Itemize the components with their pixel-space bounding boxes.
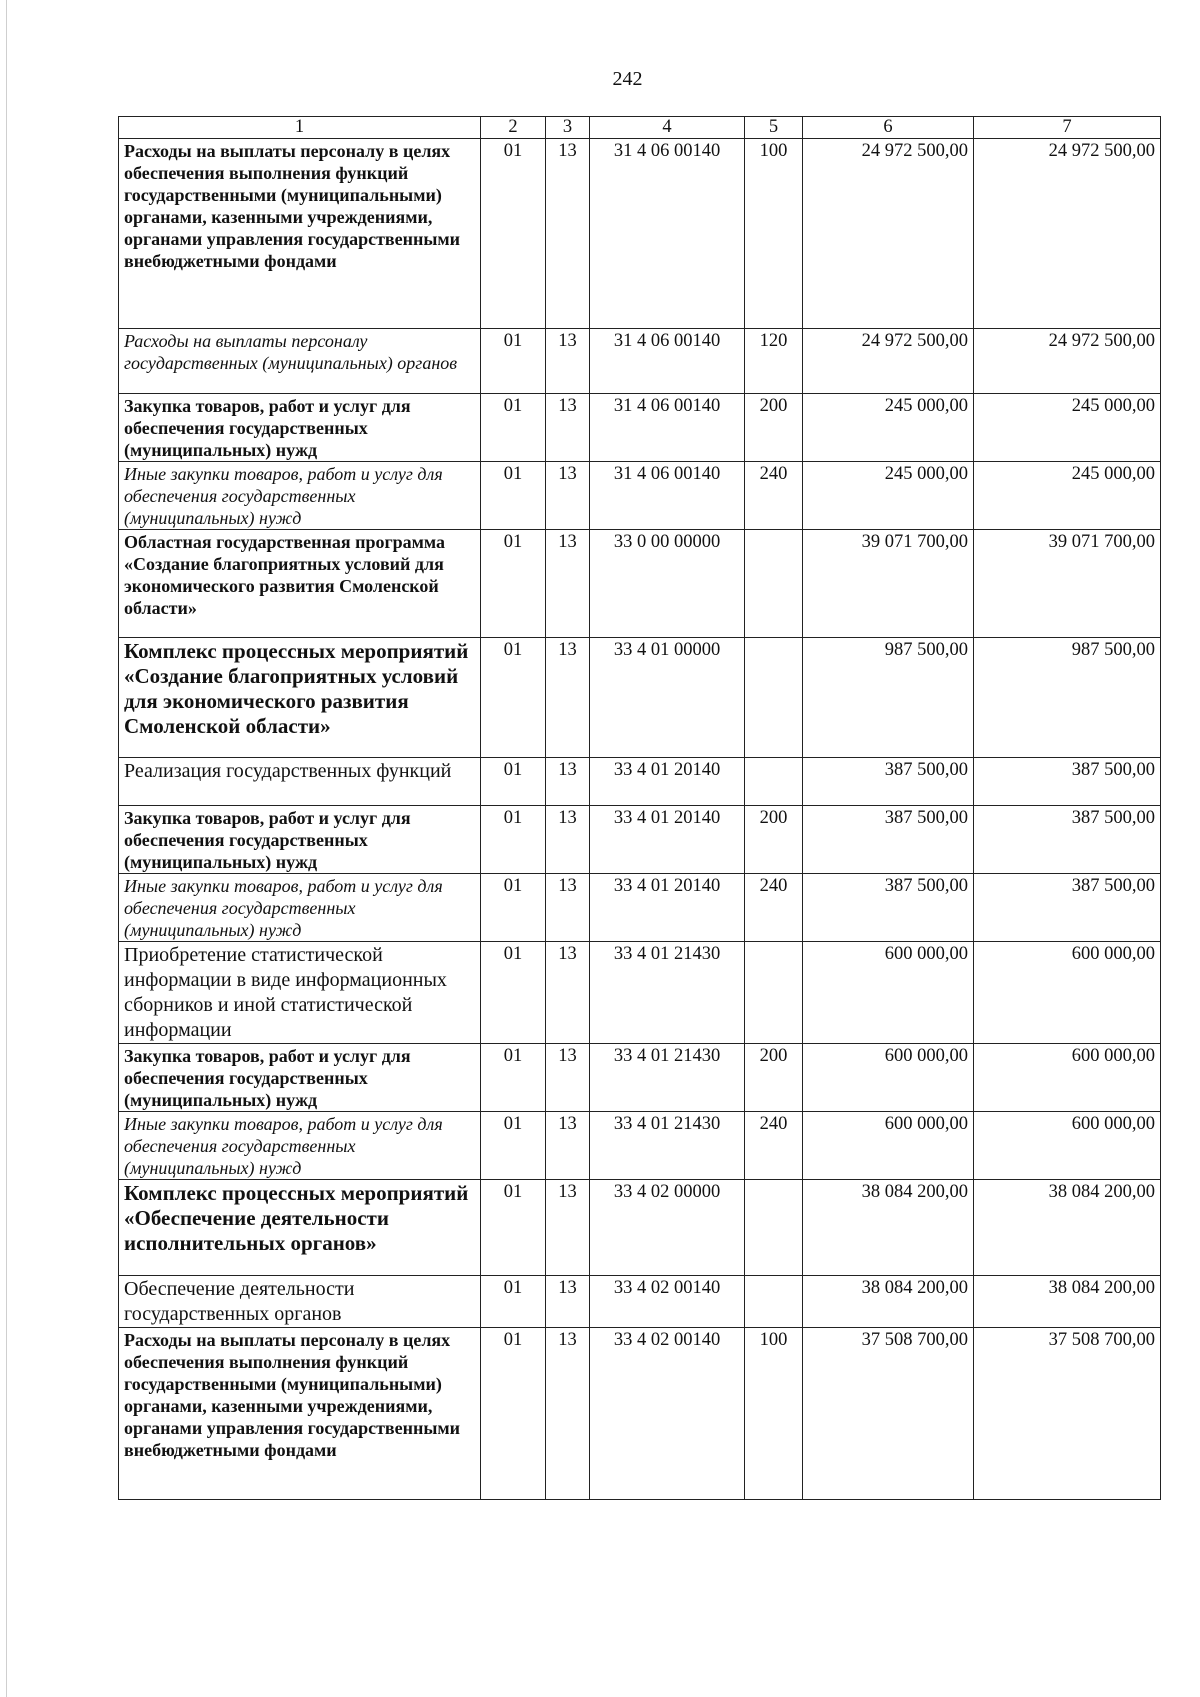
row-amount-cell: 245 000,00 xyxy=(803,394,974,462)
table-row xyxy=(119,1328,1161,1500)
row-section-cell: 01 xyxy=(481,1112,546,1180)
row-target-article-cell: 33 4 01 20140 xyxy=(590,874,745,942)
row-name-cell: Закупка товаров, работ и услуг для обеспечения государственных (муниципальных) нужд xyxy=(119,806,481,874)
row-amount-total-cell: 39 071 700,00 xyxy=(974,530,1161,638)
row-expense-type-cell: 200 xyxy=(745,806,803,874)
row-subsection-cell: 13 xyxy=(546,462,590,530)
row-target-article-cell: 33 0 00 00000 xyxy=(590,530,745,638)
row-expense-type-cell: 240 xyxy=(745,462,803,530)
row-target-article-cell: 33 4 01 20140 xyxy=(590,758,745,806)
table-row xyxy=(119,530,1161,638)
table-row xyxy=(119,806,1161,874)
row-expense-type-cell: 200 xyxy=(745,1044,803,1112)
row-section-cell: 01 xyxy=(481,139,546,329)
row-name-cell: Закупка товаров, работ и услуг для обеспечения государственных (муниципальных) нужд xyxy=(119,1044,481,1112)
header-col-2: 2 xyxy=(481,117,546,139)
row-name-cell: Приобретение статистической информации в виде информационных сборников и иной статистической информации xyxy=(119,942,481,1044)
row-section-cell: 01 xyxy=(481,942,546,1044)
row-amount-cell: 24 972 500,00 xyxy=(803,139,974,329)
row-target-article-cell: 31 4 06 00140 xyxy=(590,139,745,329)
row-amount-cell: 24 972 500,00 xyxy=(803,329,974,394)
row-expense-type-cell: 100 xyxy=(745,139,803,329)
table-row xyxy=(119,394,1161,462)
row-subsection-cell: 13 xyxy=(546,806,590,874)
table-body xyxy=(119,139,1161,1500)
row-section-cell: 01 xyxy=(481,806,546,874)
row-section-cell: 01 xyxy=(481,1276,546,1328)
row-name-cell: Иные закупки товаров, работ и услуг для обеспечения государственных (муниципальных) нужд xyxy=(119,462,481,530)
row-amount-total-cell: 600 000,00 xyxy=(974,1112,1161,1180)
row-name-cell: Обеспечение деятельности государственных органов xyxy=(119,1276,481,1328)
table-row xyxy=(119,758,1161,806)
row-amount-cell: 600 000,00 xyxy=(803,1044,974,1112)
table-row xyxy=(119,1276,1161,1328)
table-row xyxy=(119,329,1161,394)
row-subsection-cell: 13 xyxy=(546,1044,590,1112)
table-row xyxy=(119,874,1161,942)
row-name-cell: Иные закупки товаров, работ и услуг для обеспечения государственных (муниципальных) нужд xyxy=(119,1112,481,1180)
row-target-article-cell: 33 4 01 00000 xyxy=(590,638,745,758)
table-row xyxy=(119,942,1161,1044)
row-amount-cell: 38 084 200,00 xyxy=(803,1276,974,1328)
row-amount-total-cell: 387 500,00 xyxy=(974,758,1161,806)
row-subsection-cell: 13 xyxy=(546,1180,590,1276)
row-amount-total-cell: 600 000,00 xyxy=(974,1044,1161,1112)
row-amount-cell: 387 500,00 xyxy=(803,758,974,806)
row-section-cell: 01 xyxy=(481,530,546,638)
row-amount-total-cell: 38 084 200,00 xyxy=(974,1276,1161,1328)
row-subsection-cell: 13 xyxy=(546,329,590,394)
row-target-article-cell: 33 4 01 21430 xyxy=(590,942,745,1044)
row-subsection-cell: 13 xyxy=(546,139,590,329)
row-expense-type-cell xyxy=(745,758,803,806)
row-expense-type-cell: 100 xyxy=(745,1328,803,1500)
row-expense-type-cell: 120 xyxy=(745,329,803,394)
row-amount-cell: 387 500,00 xyxy=(803,806,974,874)
row-section-cell: 01 xyxy=(481,758,546,806)
row-amount-cell: 987 500,00 xyxy=(803,638,974,758)
row-section-cell: 01 xyxy=(481,1044,546,1112)
row-expense-type-cell xyxy=(745,1276,803,1328)
row-expense-type-cell: 240 xyxy=(745,874,803,942)
header-col-6: 6 xyxy=(803,117,974,139)
row-amount-total-cell: 387 500,00 xyxy=(974,806,1161,874)
row-name-cell: Закупка товаров, работ и услуг для обеспечения государственных (муниципальных) нужд xyxy=(119,394,481,462)
row-name-cell: Областная государственная программа «Создание благоприятных условий для экономического развития Смоленской области» xyxy=(119,530,481,638)
scan-edge-line xyxy=(6,0,7,1697)
row-expense-type-cell: 200 xyxy=(745,394,803,462)
row-section-cell: 01 xyxy=(481,1328,546,1500)
row-amount-cell: 600 000,00 xyxy=(803,942,974,1044)
table-row xyxy=(119,462,1161,530)
row-section-cell: 01 xyxy=(481,462,546,530)
row-expense-type-cell xyxy=(745,1180,803,1276)
row-target-article-cell: 33 4 02 00140 xyxy=(590,1328,745,1500)
row-expense-type-cell xyxy=(745,942,803,1044)
page-number: 242 xyxy=(612,68,643,90)
row-amount-total-cell: 387 500,00 xyxy=(974,874,1161,942)
row-amount-total-cell: 987 500,00 xyxy=(974,638,1161,758)
row-subsection-cell: 13 xyxy=(546,530,590,638)
row-target-article-cell: 31 4 06 00140 xyxy=(590,329,745,394)
row-target-article-cell: 33 4 02 00140 xyxy=(590,1276,745,1328)
row-target-article-cell: 33 4 01 21430 xyxy=(590,1112,745,1180)
row-section-cell: 01 xyxy=(481,394,546,462)
row-subsection-cell: 13 xyxy=(546,1276,590,1328)
row-subsection-cell: 13 xyxy=(546,1112,590,1180)
row-amount-total-cell: 600 000,00 xyxy=(974,942,1161,1044)
row-expense-type-cell xyxy=(745,638,803,758)
row-section-cell: 01 xyxy=(481,1180,546,1276)
table-header-row xyxy=(119,117,1161,139)
row-target-article-cell: 31 4 06 00140 xyxy=(590,394,745,462)
row-section-cell: 01 xyxy=(481,329,546,394)
row-name-cell: Расходы на выплаты персоналу в целях обеспечения выполнения функций государственными (муниципальными) органами, казенными учреждениями, органами управления государственными внебюджетными фондами xyxy=(119,1328,481,1500)
table-row xyxy=(119,1112,1161,1180)
row-name-cell: Комплекс процессных мероприятий «Создание благоприятных условий для экономического развития Смоленской области» xyxy=(119,638,481,758)
header-col-5: 5 xyxy=(745,117,803,139)
table-row xyxy=(119,1180,1161,1276)
row-amount-total-cell: 24 972 500,00 xyxy=(974,139,1161,329)
row-subsection-cell: 13 xyxy=(546,758,590,806)
row-name-cell: Расходы на выплаты персоналу в целях обеспечения выполнения функций государственными (муниципальными) органами, казенными учреждениями, органами управления государственными внебюджетными фондами xyxy=(119,139,481,329)
row-subsection-cell: 13 xyxy=(546,1328,590,1500)
row-name-cell: Расходы на выплаты персоналу государственных (муниципальных) органов xyxy=(119,329,481,394)
table-row xyxy=(119,638,1161,758)
row-amount-total-cell: 245 000,00 xyxy=(974,462,1161,530)
row-name-cell: Иные закупки товаров, работ и услуг для обеспечения государственных (муниципальных) нужд xyxy=(119,874,481,942)
row-amount-cell: 39 071 700,00 xyxy=(803,530,974,638)
row-amount-cell: 245 000,00 xyxy=(803,462,974,530)
row-amount-cell: 600 000,00 xyxy=(803,1112,974,1180)
table-row xyxy=(119,139,1161,329)
row-subsection-cell: 13 xyxy=(546,638,590,758)
header-col-7: 7 xyxy=(974,117,1161,139)
row-expense-type-cell xyxy=(745,530,803,638)
row-amount-total-cell: 24 972 500,00 xyxy=(974,329,1161,394)
row-subsection-cell: 13 xyxy=(546,394,590,462)
row-target-article-cell: 31 4 06 00140 xyxy=(590,462,745,530)
header-col-3: 3 xyxy=(546,117,590,139)
row-amount-total-cell: 245 000,00 xyxy=(974,394,1161,462)
row-amount-cell: 38 084 200,00 xyxy=(803,1180,974,1276)
header-col-1: 1 xyxy=(119,117,481,139)
row-amount-total-cell: 38 084 200,00 xyxy=(974,1180,1161,1276)
row-target-article-cell: 33 4 02 00000 xyxy=(590,1180,745,1276)
row-subsection-cell: 13 xyxy=(546,874,590,942)
row-expense-type-cell: 240 xyxy=(745,1112,803,1180)
row-amount-cell: 387 500,00 xyxy=(803,874,974,942)
row-subsection-cell: 13 xyxy=(546,942,590,1044)
row-amount-total-cell: 37 508 700,00 xyxy=(974,1328,1161,1500)
header-col-4: 4 xyxy=(590,117,745,139)
row-target-article-cell: 33 4 01 21430 xyxy=(590,1044,745,1112)
budget-table xyxy=(118,116,1161,1500)
row-section-cell: 01 xyxy=(481,874,546,942)
row-name-cell: Реализация государственных функций xyxy=(119,758,481,806)
row-name-cell: Комплекс процессных мероприятий «Обеспечение деятельности исполнительных органов» xyxy=(119,1180,481,1276)
row-amount-cell: 37 508 700,00 xyxy=(803,1328,974,1500)
table-row xyxy=(119,1044,1161,1112)
row-section-cell: 01 xyxy=(481,638,546,758)
row-target-article-cell: 33 4 01 20140 xyxy=(590,806,745,874)
